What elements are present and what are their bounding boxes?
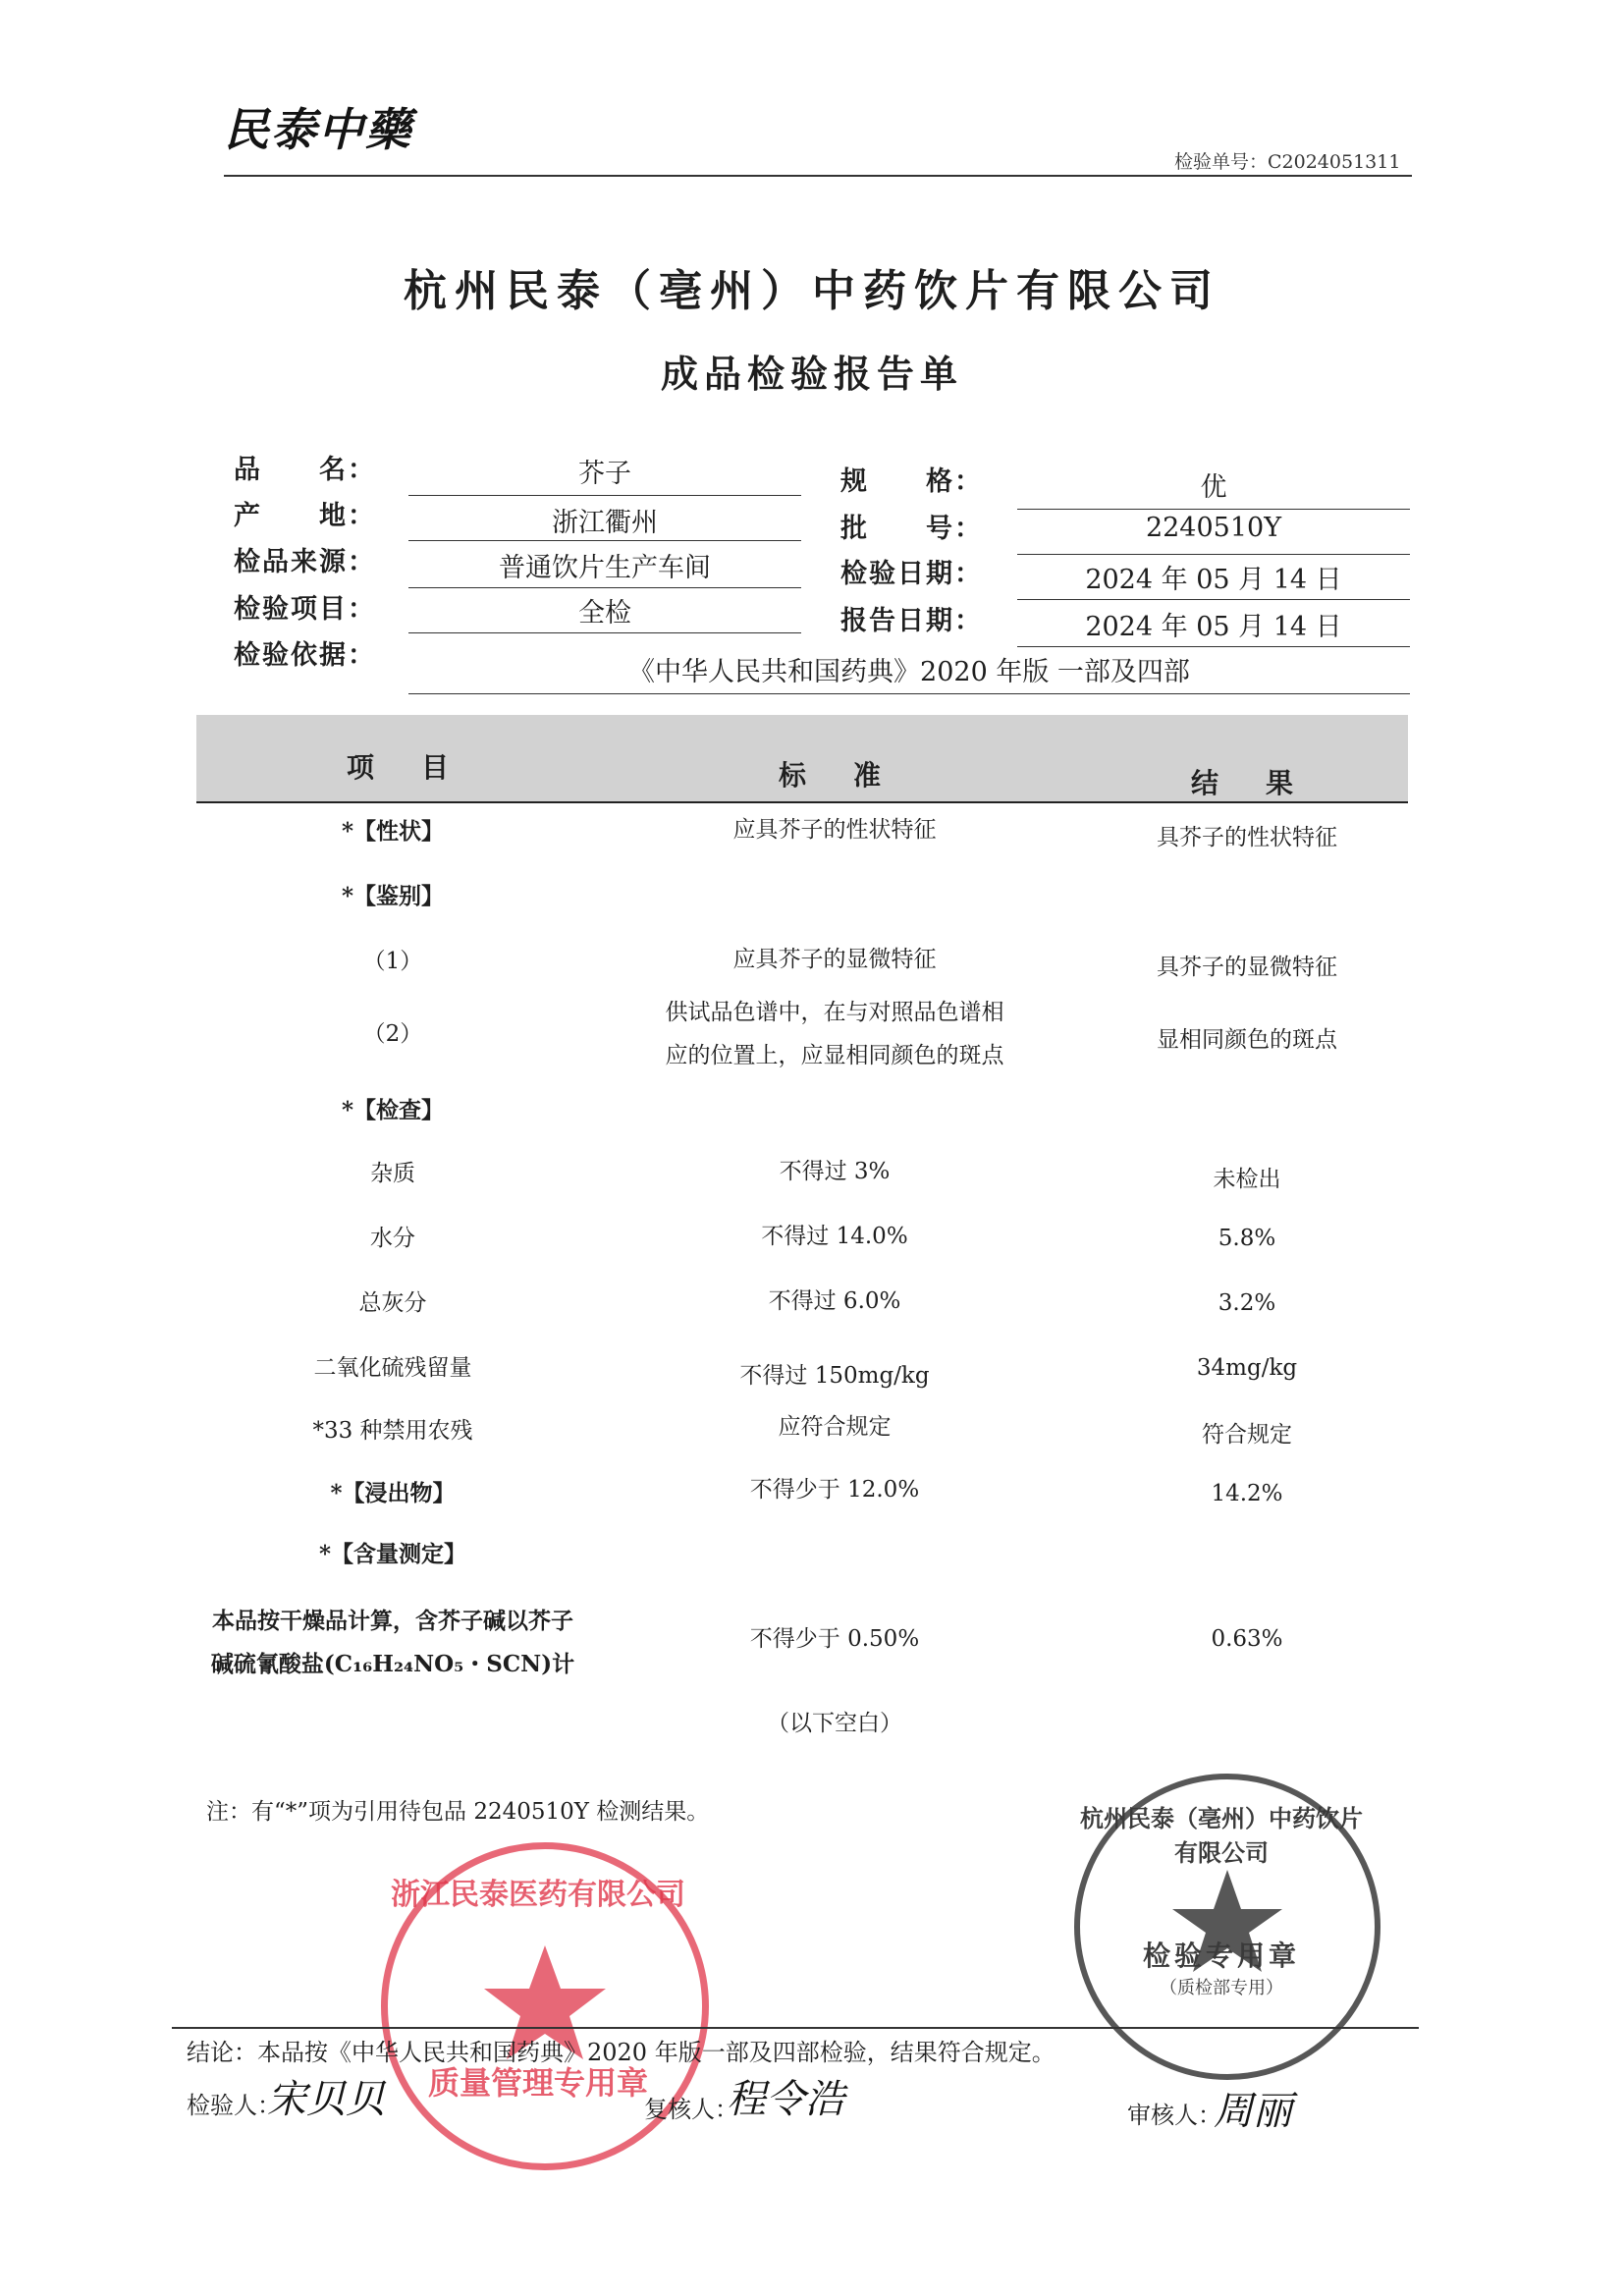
batch-value: 2240510Y [1145, 513, 1282, 543]
origin-value: 浙江衢州 [552, 508, 658, 538]
row-item: *【鉴别】 [341, 883, 445, 909]
row-result: 符合规定 [1202, 1422, 1292, 1448]
blank-note: （以下空白） [767, 1711, 902, 1736]
item-label: 检验项目： [234, 594, 376, 625]
batch-label: 批 号： [840, 514, 983, 544]
report-date-underline [1017, 646, 1410, 647]
inspector-signature: 宋贝贝 [267, 2077, 385, 2122]
col-result-header: 结 果 [1190, 767, 1303, 799]
approver-label: 审核人： [1127, 2102, 1221, 2129]
col-standard-header: 标 准 [778, 759, 891, 792]
row-result: 0.63% [1211, 1626, 1283, 1652]
test-date-underline [1017, 599, 1410, 600]
row-standard: 不得过 150mg/kg [739, 1363, 930, 1389]
row-item: *【性状】 [341, 818, 445, 845]
reviewer-signature: 程令浩 [727, 2077, 844, 2122]
inspection-stamp-text: 杭州民泰（亳州）中药饮片有限公司 [1080, 1804, 1363, 1867]
basis-underline [408, 693, 1410, 694]
report-date-value: 2024 年 05 月 14 日 [1085, 612, 1342, 642]
row-result: 3.2% [1218, 1290, 1276, 1316]
report-date-label: 报告日期： [840, 606, 983, 636]
inspection-stamp-sub: 检验专用章 [1142, 1940, 1300, 1972]
footer-divider [172, 2027, 1419, 2029]
row-standard: 应具芥子的显微特征 [732, 947, 937, 972]
basis-value: 《中华人民共和国药典》2020 年版 一部及四部 [628, 657, 1190, 687]
company-title: 杭州民泰（亳州）中药饮片有限公司 [404, 266, 1220, 316]
report-title: 成品检验报告单 [660, 352, 963, 396]
test-date-value: 2024 年 05 月 14 日 [1085, 565, 1342, 595]
reviewer-label: 复核人： [644, 2096, 738, 2123]
row-item: 水分 [370, 1226, 415, 1251]
row-result: 显相同颜色的斑点 [1157, 1027, 1337, 1053]
spec-label: 规 格： [840, 466, 983, 497]
row-standard-line2: 应的位置上，应显相同颜色的斑点 [665, 1043, 1004, 1068]
source-value: 普通饮片生产车间 [499, 553, 711, 583]
row-result: 14.2% [1211, 1481, 1283, 1506]
origin-label: 产 地： [234, 501, 376, 531]
item-value: 全检 [578, 598, 631, 629]
name-value: 芥子 [578, 459, 631, 489]
item-underline [408, 632, 801, 633]
row-standard: 应具芥子的性状特征 [732, 817, 937, 843]
row-item: （2） [362, 1021, 423, 1047]
inspector-label: 检验人： [187, 2092, 281, 2119]
row-item-line2: 碱硫氰酸盐(C₁₆H₂₄NO₅・SCN)计 [210, 1651, 575, 1677]
header-divider [224, 175, 1412, 177]
batch-underline [1017, 554, 1410, 555]
row-standard: 不得过 6.0% [768, 1288, 901, 1314]
row-standard: 不得过 14.0% [761, 1224, 908, 1249]
row-result: 34mg/kg [1196, 1355, 1298, 1381]
row-result: 5.8% [1218, 1226, 1276, 1251]
test-date-label: 检验日期： [840, 559, 983, 589]
row-item: *【含量测定】 [318, 1541, 467, 1567]
conclusion: 结论：本品按《中华人民共和国药典》2020 年版一部及四部检验，结果符合规定。 [187, 2039, 1056, 2066]
row-result: 具芥子的显微特征 [1157, 955, 1337, 980]
origin-underline [408, 540, 801, 541]
approver-signature: 周丽 [1214, 2089, 1292, 2134]
row-item: *33 种禁用农残 [312, 1418, 473, 1444]
inspection-stamp-note: （质检部专用） [1160, 1978, 1283, 1998]
row-item: 杂质 [370, 1161, 415, 1186]
row-item: *【浸出物】 [330, 1480, 456, 1506]
basis-label: 检验依据： [234, 640, 376, 671]
source-underline [408, 587, 801, 588]
row-item: 总灰分 [358, 1290, 427, 1316]
quality-stamp-text: 浙江民泰医药有限公司 [391, 1878, 685, 1912]
row-standard: 供试品色谱中，在与对照品色谱相 [665, 1000, 1004, 1025]
row-item: *【检查】 [341, 1097, 445, 1123]
row-standard: 应符合规定 [778, 1414, 892, 1440]
row-item: 本品按干燥品计算，含芥子碱以芥子 [212, 1608, 573, 1634]
row-result: 未检出 [1213, 1167, 1281, 1192]
spec-underline [1017, 509, 1410, 510]
footnote: 注：有“*”项为引用待包品 2240510Y 检测结果。 [206, 1799, 710, 1825]
col-item-header: 项 目 [346, 751, 459, 784]
row-standard: 不得少于 12.0% [749, 1477, 920, 1503]
name-underline [408, 495, 801, 496]
row-item: （1） [362, 949, 423, 974]
spec-value: 优 [1200, 472, 1227, 503]
quality-stamp-sub: 质量管理专用章 [427, 2064, 648, 2102]
report-number: 检验单号：C2024051311 [1174, 151, 1401, 173]
company-logo: 民泰中藥 [224, 103, 412, 156]
row-item: 二氧化硫残留量 [313, 1355, 472, 1381]
row-result: 具芥子的性状特征 [1157, 825, 1337, 850]
row-standard: 不得过 3% [779, 1159, 891, 1184]
name-label: 品 名： [234, 455, 376, 485]
row-standard: 不得少于 0.50% [749, 1626, 920, 1652]
source-label: 检品来源： [234, 547, 376, 577]
